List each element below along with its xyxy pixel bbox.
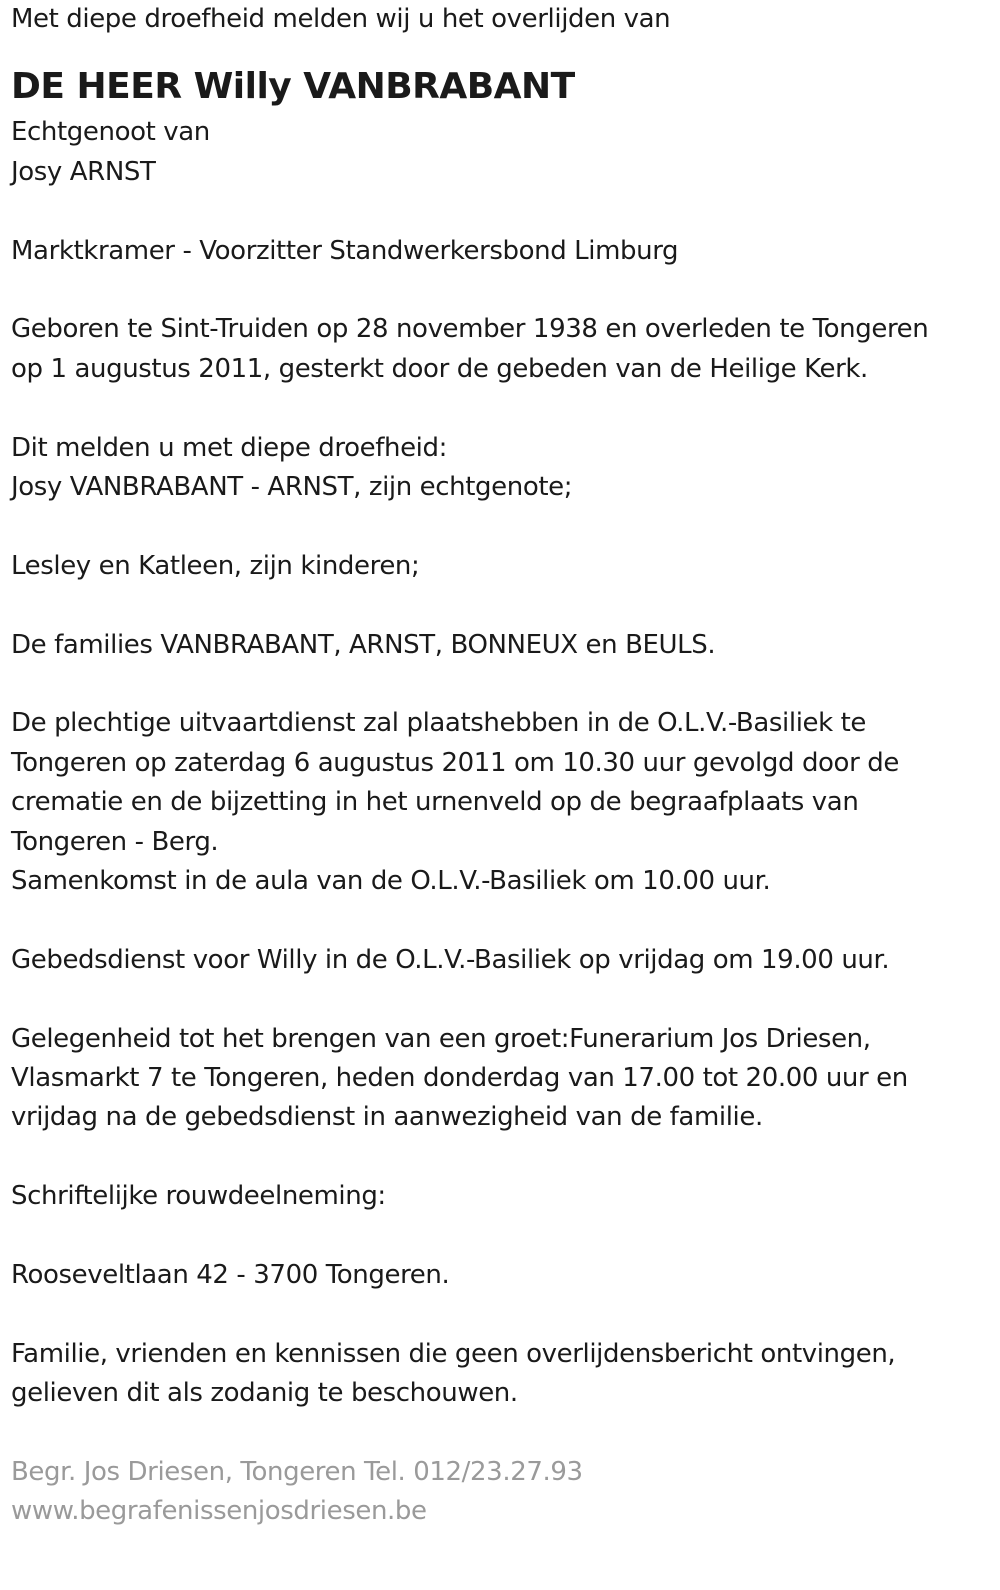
greeting-line: Vlasmarkt 7 te Tongeren, heden donderdag van 17.00 tot 20.00 uur en: [11, 1063, 908, 1094]
funeral-line: crematie en de bijzetting in het urnenveld op de begraafplaats van: [11, 787, 859, 818]
spouse-label: Echtgenoot van: [11, 117, 210, 148]
obituary-notice: [11, 0, 991, 1532]
intro-text: Met diepe droefheid melden wij u het overlijden van: [11, 4, 671, 34]
mourners-heading: Dit melden u met diepe droefheid:: [11, 432, 447, 463]
mourner-spouse: Josy VANBRABANT - ARNST, zijn echtgenote;: [11, 472, 573, 503]
funeral-line: Samenkomst in de aula van de O.L.V.-Basiliek om 10.00 uur.: [11, 866, 771, 897]
mourner-families: De families VANBRABANT, ARNST, BONNEUX en BEULS.: [11, 629, 716, 660]
mourner-children: Lesley en Katleen, zijn kinderen;: [11, 550, 420, 581]
undertaker-footer: [11, 1453, 991, 1532]
spouse-name: Josy ARNST: [11, 156, 156, 187]
condolence-label: Schriftelijke rouwdeelneming:: [11, 1181, 386, 1212]
undertaker-info: Begr. Jos Driesen, Tongeren Tel. 012/23.27.93: [11, 1457, 583, 1488]
birth-death-line: op 1 augustus 2011, gesterkt door de gebeden van de Heilige Kerk.: [11, 353, 868, 384]
birth-death-line: Geboren te Sint-Truiden op 28 november 1938 en overleden te Tongeren: [11, 314, 929, 345]
prayer-service: Gebedsdienst voor Willy in de O.L.V.-Basiliek op vrijdag om 19.00 uur.: [11, 944, 890, 975]
greeting-line: Gelegenheid tot het brengen van een groet:Funerarium Jos Driesen,: [11, 1023, 871, 1054]
funeral-line: Tongeren - Berg.: [11, 826, 219, 857]
profession: Marktkramer - Voorzitter Standwerkersbond Limburg: [11, 235, 679, 266]
notice-line: gelieven dit als zodanig te beschouwen.: [11, 1378, 518, 1409]
greeting-line: vrijdag na de gebedsdienst in aanwezigheid van de familie.: [11, 1102, 763, 1133]
funeral-line: De plechtige uitvaartdienst zal plaatshebben in de O.L.V.-Basiliek te: [11, 708, 867, 739]
condolence-address: Rooseveltlaan 42 - 3700 Tongeren.: [11, 1260, 450, 1291]
funeral-line: Tongeren op zaterdag 6 augustus 2011 om 10.30 uur gevolgd door de: [11, 747, 899, 778]
undertaker-website: www.begrafenissenjosdriesen.be: [11, 1496, 427, 1527]
deceased-name: DE HEER Willy VANBRABANT: [11, 66, 575, 108]
notice-line: Familie, vrienden en kennissen die geen overlijdensbericht ontvingen,: [11, 1338, 896, 1369]
